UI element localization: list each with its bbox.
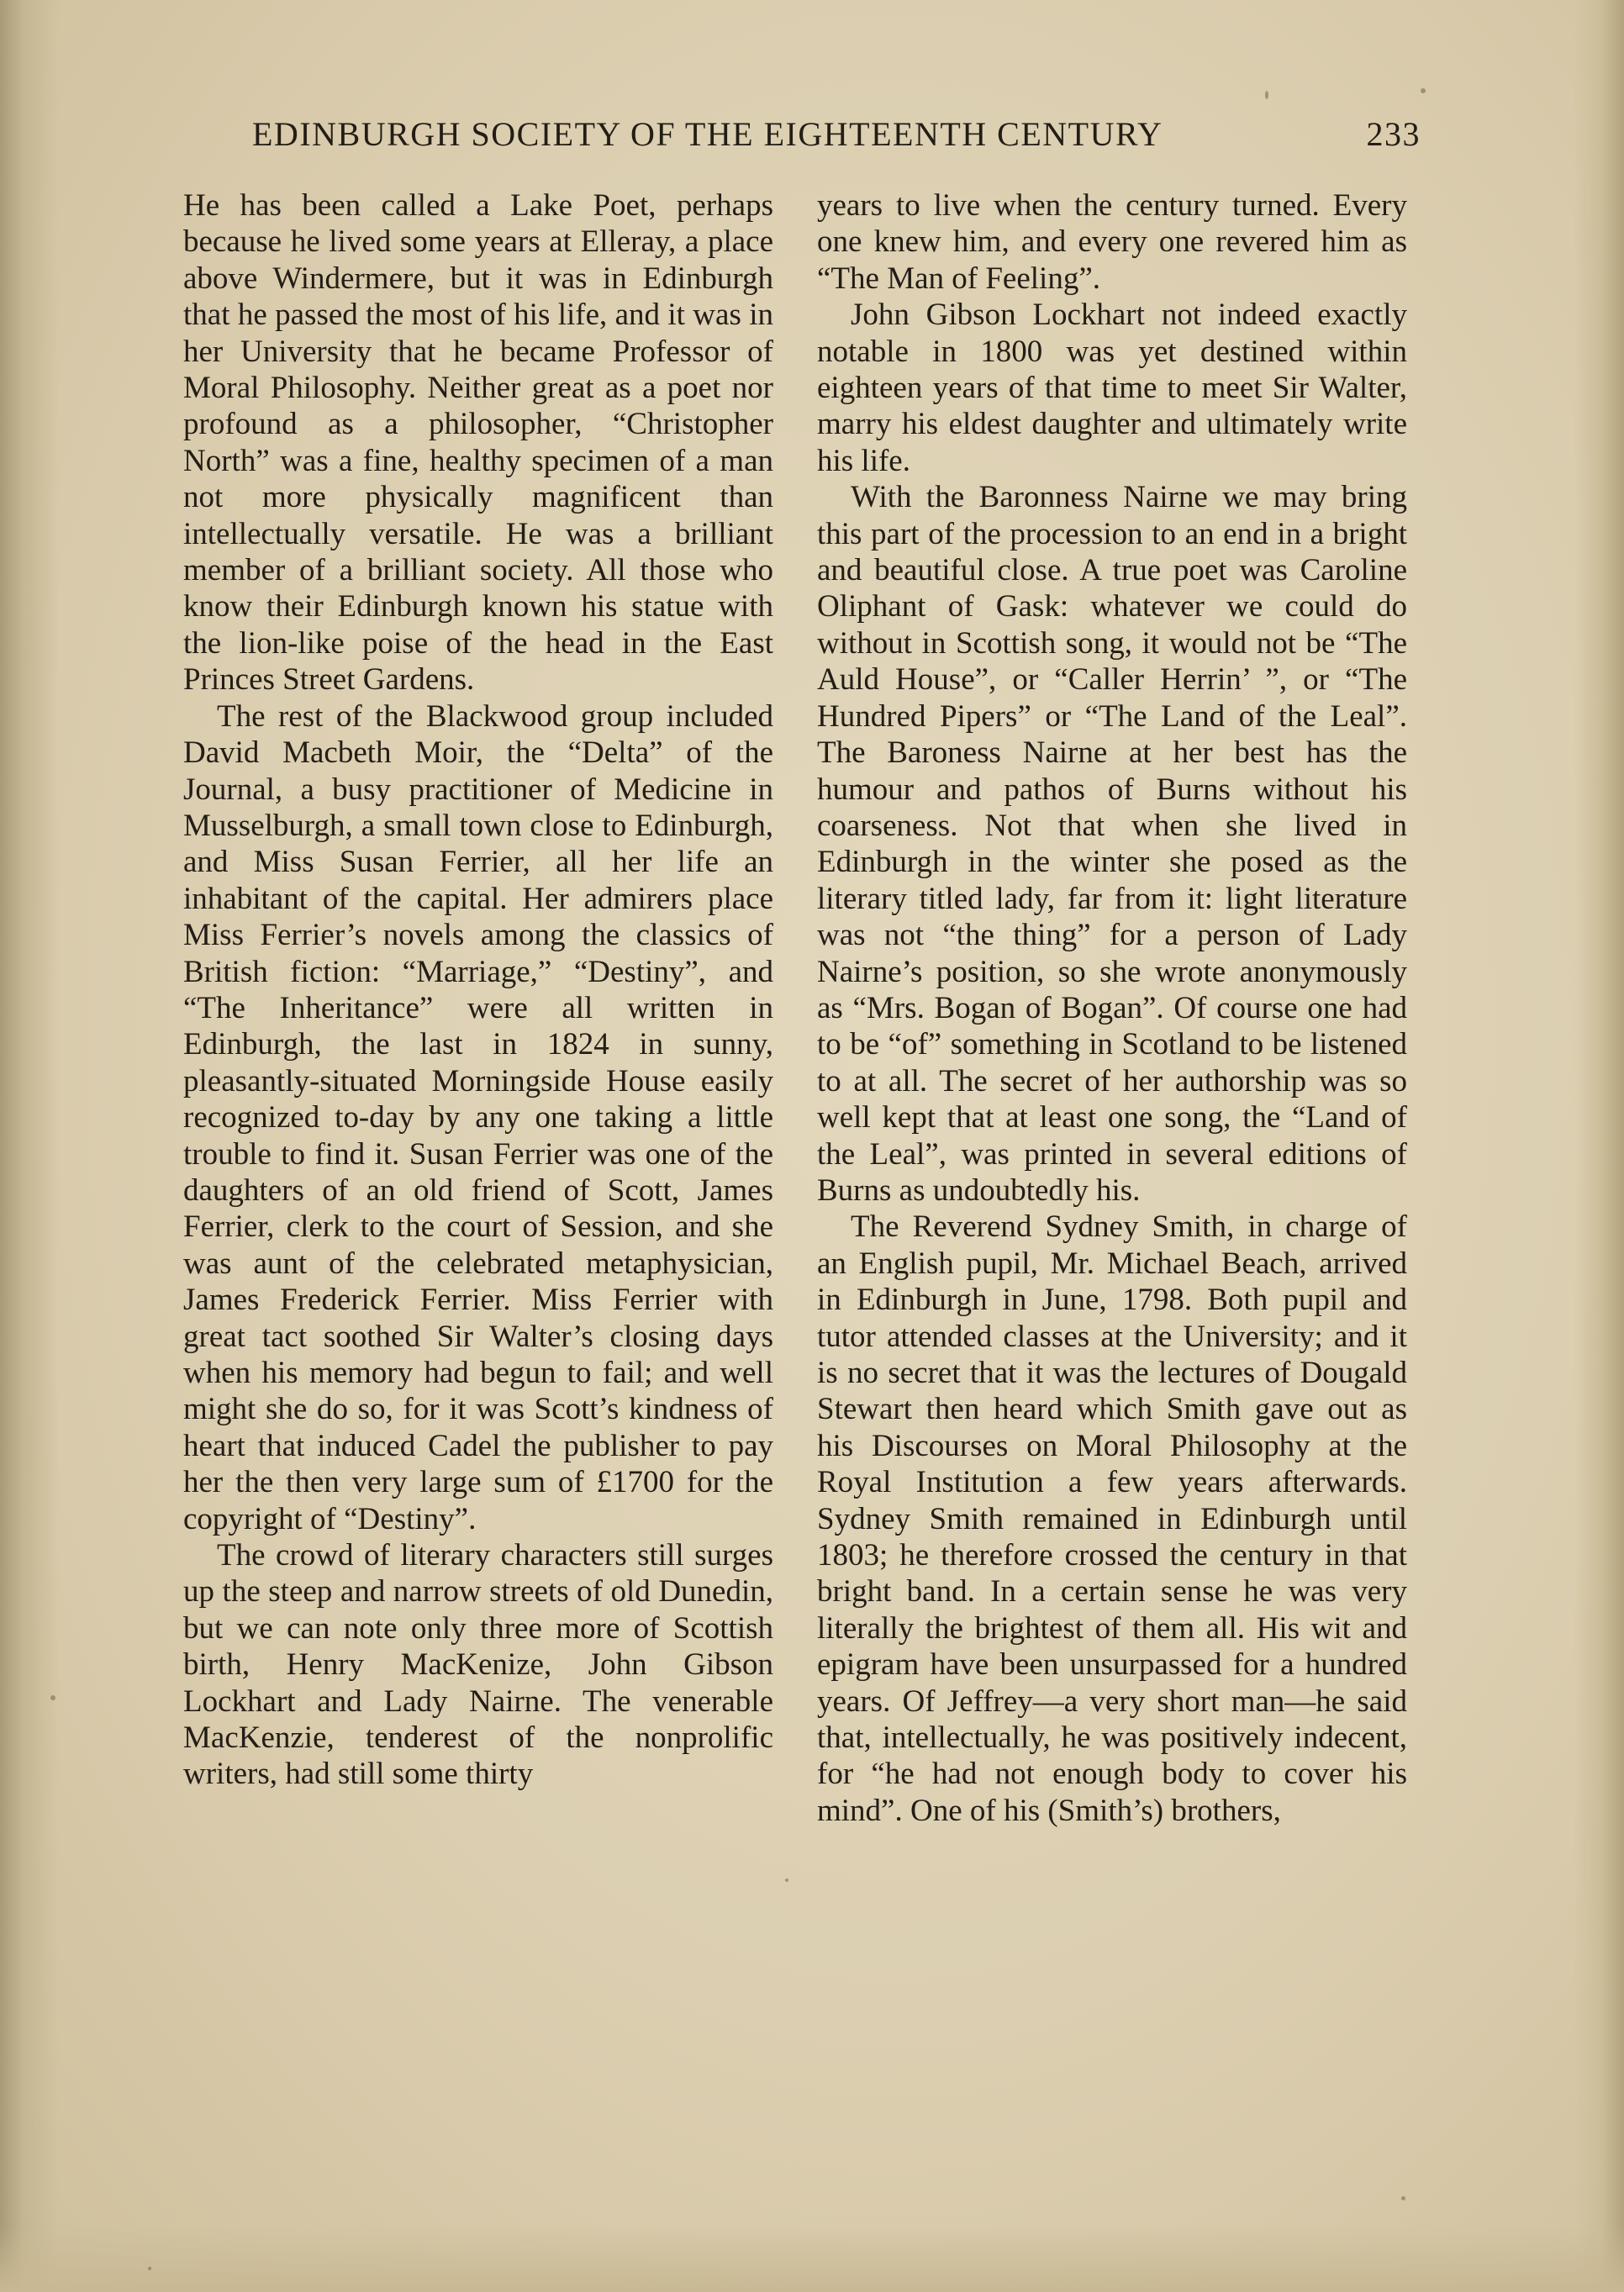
paragraph: He has been called a Lake Poet, perhaps because he lived some years at Elleray, a place above Windermere, but it was in Edinburgh that he passed the most of his life, and it was in her University that he became Professor of Moral Philosophy. Neither great as a poet nor profound as a philosopher, “Christopher North” was a fine, healthy specimen of a man not more physically magnificent than intellectually versatile. He was a brilliant member of a brilliant society. All those who know their Edinburgh known his statue with the lion-like poise of the head in the East Princes Street Gardens. [183,188,773,698]
paper-speck [50,1695,55,1700]
paragraph: John Gibson Lockhart not indeed exactly notable in 1800 was yet destined within eighteen years of that time to meet Sir Walter, marry his eldest daughter and ultimately write his life. [817,298,1407,478]
paper-speck [148,2267,151,2270]
page-edge-shadow-left [0,0,59,2292]
paper-speck [1401,2196,1405,2200]
running-head-title: EDINBURGH SOCIETY OF THE EIGHTEENTH CENTURY [252,115,1163,153]
paragraph: The crowd of literary characters still surges up the steep and narrow streets of old Dunedin, but we can note only three more of Scottish birth, Henry MacKenize, John Gibson Lockhart and Lady Nairne. The venerable MacKenzie, tenderest of the nonprolific writers, had still some thirty [183,1538,773,1792]
left-column [183,187,773,1793]
paper-speck [785,1878,788,1882]
running-head [252,109,1421,160]
right-column [817,187,1407,1829]
paragraph: The Reverend Sydney Smith, in charge of an English pupil, Mr. Michael Beach, arrived in Edinburgh in June, 1798. Both pupil and tutor attended classes at the University; and it is no secret that it was the lectures of Dougald Stewart then heard which Smith gave out as his Discourses on Moral Philosophy at the Royal Institution a few years afterwards. Sydney Smith remained in Edinburgh until 1803; he therefore crossed the century in that bright band. In a certain sense he was very literally the brightest of them all. His wit and epigram have been unsurpassed for a hundred years. Of Jeffrey—a very short man—he said that, intellectually, he was positively indecent, for “he had not enough body to cover his mind”. One of his (Smith’s) brothers, [817,1209,1407,1828]
page-edge-shadow-right [1574,0,1624,2292]
paragraph: With the Baronness Nairne we may bring this part of the procession to an end in a bright and beautiful close. A true poet was Caroline Oliphant of Gask: whatever we could do without in Scottish song, it would not be “The Auld House”, or “Caller Herrin’ ”, or “The Hundred Pipers” or “The Land of the Leal”. The Baroness Nairne at her best has the humour and pathos of Burns without his coarseness. Not that when she lived in Edinburgh in the winter she posed as the literary titled lady, far from it: light literature was not “the thing” for a person of Lady Nairne’s position, so she wrote anonymously as “Mrs. Bogan of Bogan”. Of course one had to be “of” something in Scotland to be listened to at all. The secret of her authorship was so well kept that at least one song, the “Land of the Leal”, was printed in several editions of Burns as undoubtedly his. [817,480,1407,1208]
paragraph: years to live when the century turned. Every one knew him, and every one revered him as “The Man of Feeling”. [817,188,1407,296]
page-edge-shadow-bottom [0,2225,1624,2292]
paper-speck [1265,91,1268,99]
paper-speck [1421,88,1426,93]
paragraph: The rest of the Blackwood group included David Macbeth Moir, the “Delta” of the Journal, a busy practitioner of Medicine in Musselburgh, a small town close to Edinburgh, and Miss Susan Ferrier, all her life an inhabitant of the capital. Her admirers place Miss Ferrier’s novels among the classics of British fiction: “Marriage,” “Destiny”, and “The Inheritance” were all written in Edinburgh, the last in 1824 in sunny, pleasantly-situated Morningside House easily recognized to-day by any one taking a little trouble to find it. Susan Ferrier was one of the daughters of an old friend of Scott, James Ferrier, clerk to the court of Session, and she was aunt of the celebrated metaphysician, James Frederick Ferrier. Miss Ferrier with great tact soothed Sir Walter’s closing days when his memory had begun to fail; and well might she do so, for it was Scott’s kindness of heart that induced Cadel the publisher to pay her the then very large sum of £1700 for the copyright of “Destiny”. [183,698,773,1536]
page-number: 233 [1366,115,1421,153]
